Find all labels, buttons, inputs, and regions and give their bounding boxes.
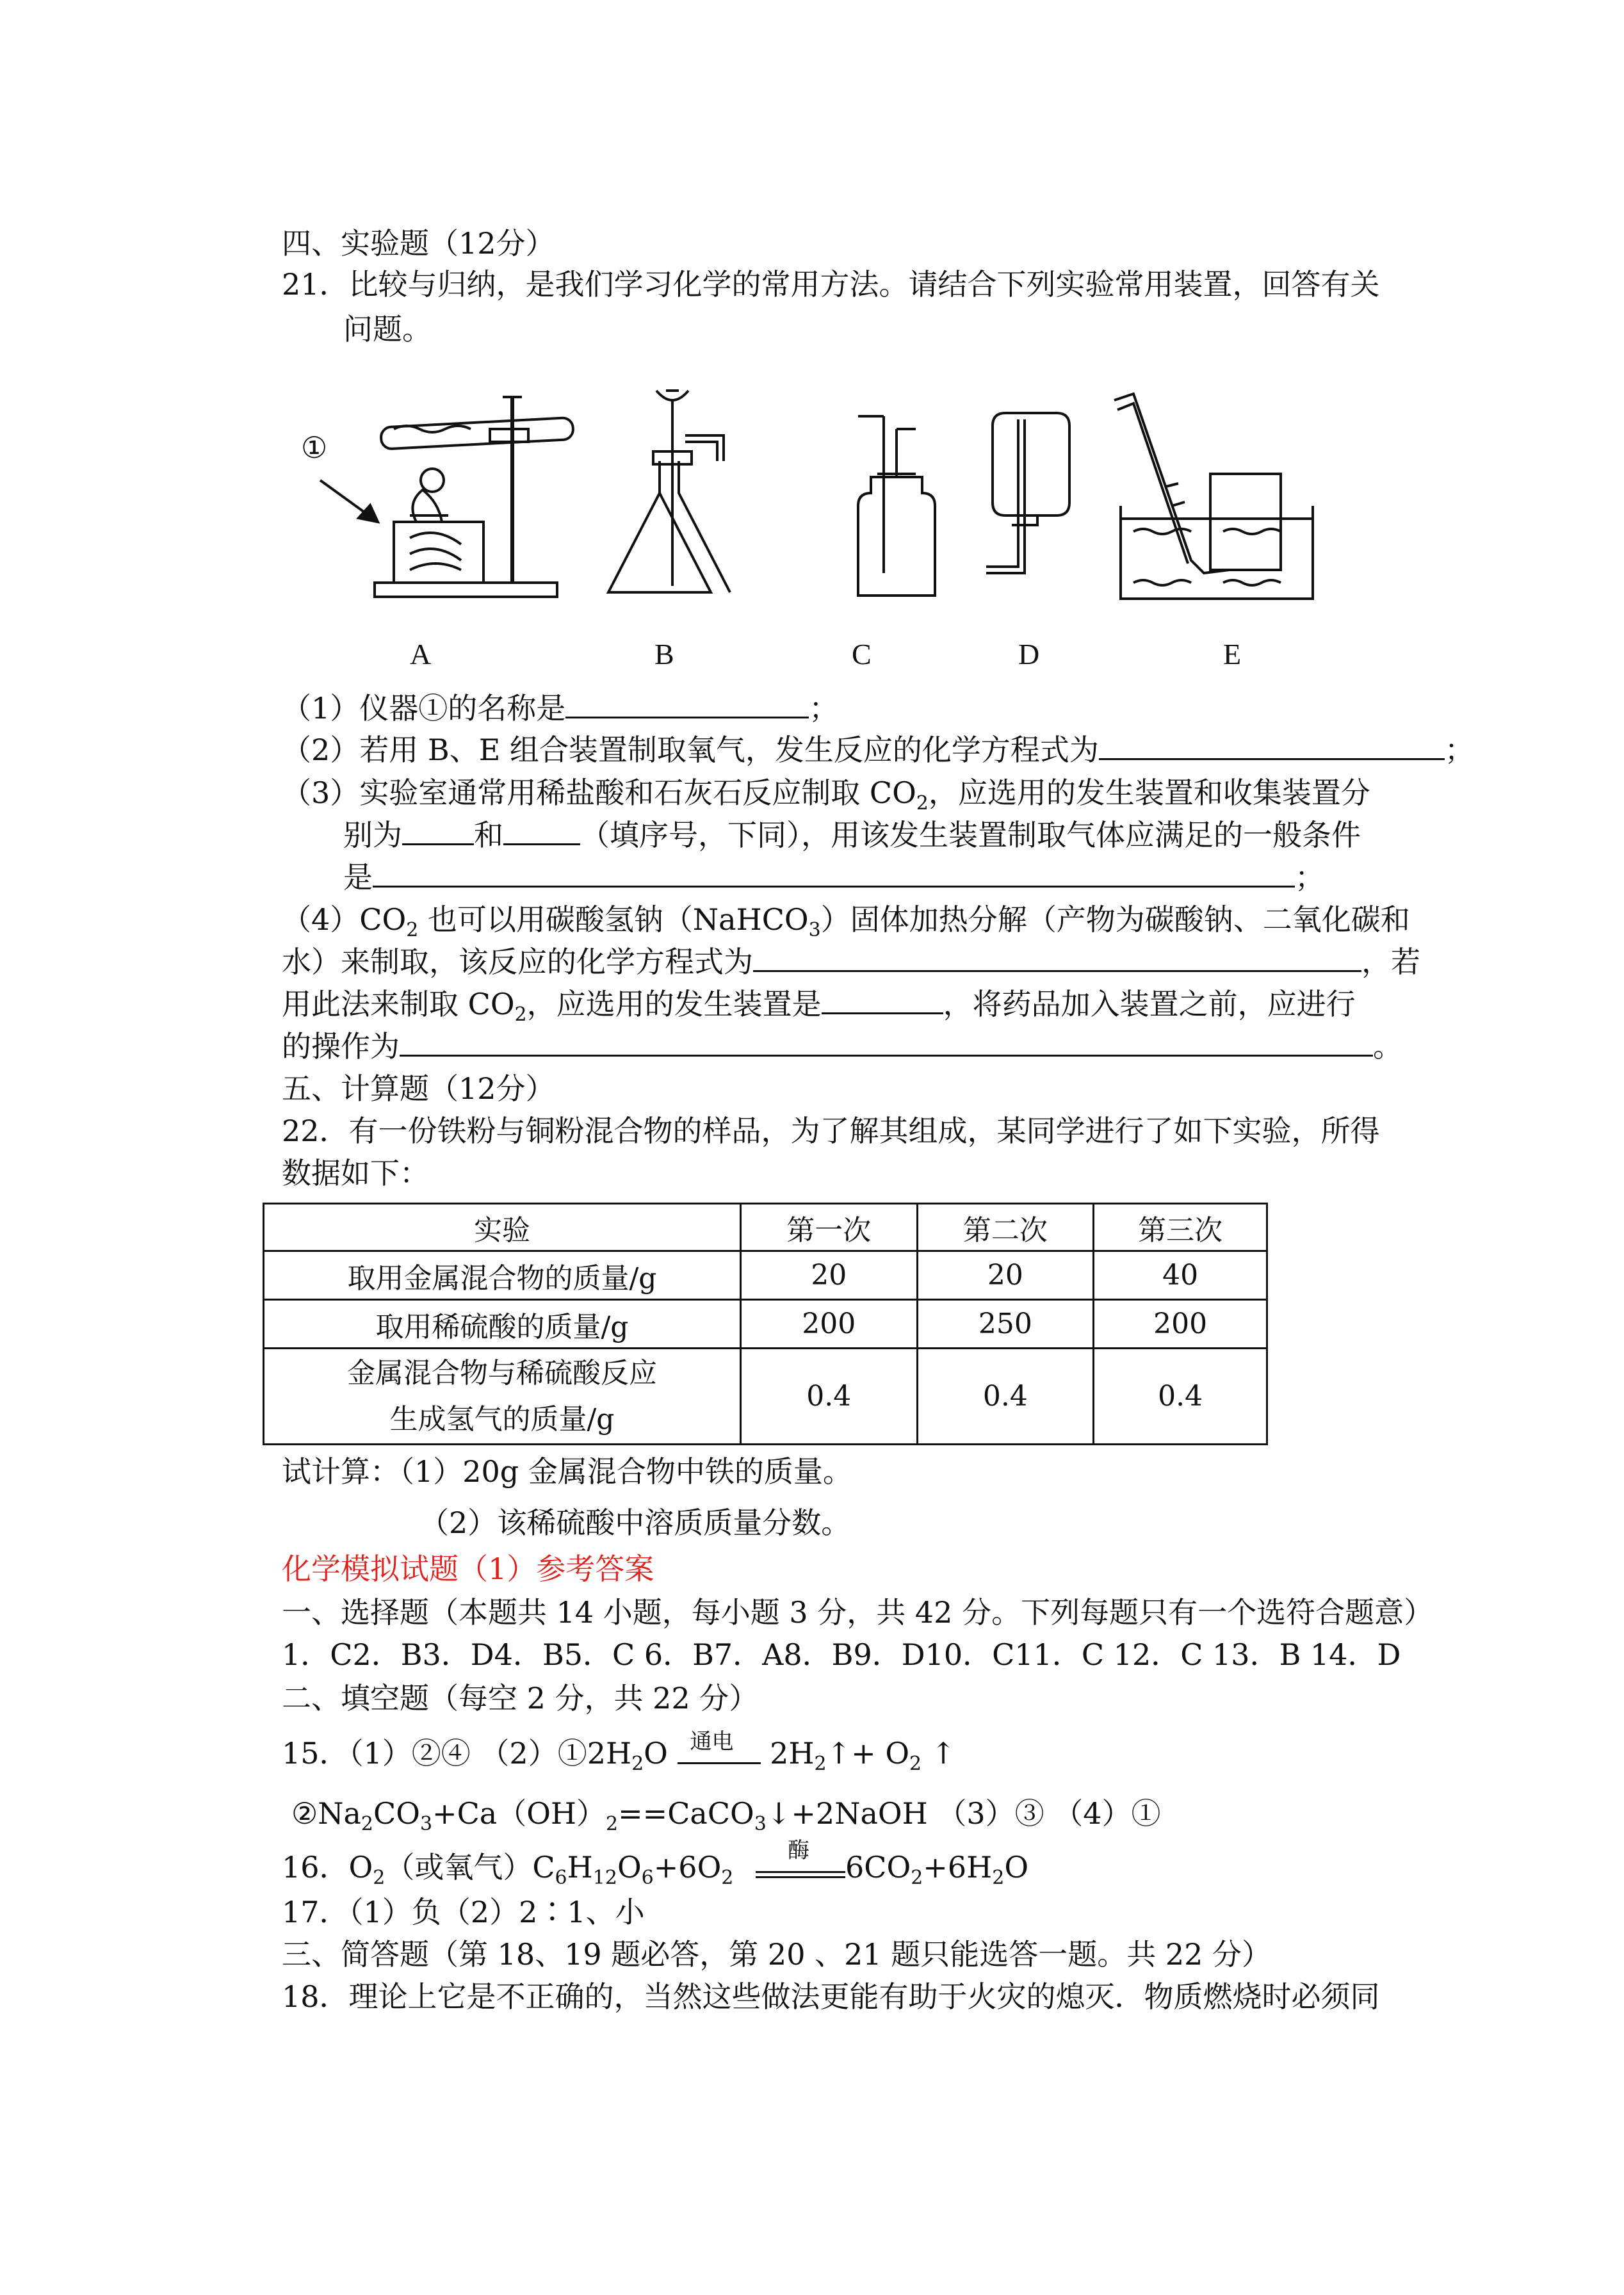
instrument-marker: ① [301, 430, 328, 465]
q21-part3-line3: 是 ； [343, 860, 1324, 895]
answer-blank[interactable] [373, 860, 1295, 888]
reaction-condition: 酶 [756, 1852, 845, 1888]
apparatus-figure [282, 378, 1370, 621]
table-cell: 取用稀硫酸的质量/g [264, 1300, 741, 1349]
answer-15-line2: $②Na_2CO_3+Ca(OH)_2==CaCO_3↓+2NaOH$ （3）③ （4）① [291, 1796, 1161, 1835]
q21-part3-line2: 别为 和 （填序号，下同），用该发生装置制取气体应满足的一般条件 [343, 818, 1361, 852]
label-a: A [410, 638, 432, 670]
answer-blank[interactable] [400, 1029, 1373, 1057]
table-row [264, 1300, 1267, 1349]
apparatus-a-icon [320, 397, 574, 597]
answer-16: 16．$O_2$（或氧气）$C_6H_{12}O_6+6O_2$ 酶 $6CO_2+6H_2O$ [282, 1838, 1029, 1889]
experiment-data-table [263, 1203, 1268, 1445]
table-cell: 0.4 [917, 1349, 1094, 1445]
answer-blank[interactable] [565, 691, 809, 718]
answer-17: 17．（1）负（2）2∶1、小 [282, 1895, 645, 1929]
table-header: 第一次 [740, 1204, 917, 1251]
answer-15-line1: 15．（1）②④ $(2)①2H_2O$ 通电 $2H_2↑+ O_2$ ↑ [282, 1729, 956, 1775]
label-d: D [1018, 638, 1040, 670]
table-cell: 200 [1094, 1300, 1267, 1349]
q21-stem-line2: 问题。 [343, 312, 432, 346]
calc-task-1: 试计算：（1）20g 金属混合物中铁的质量。 [282, 1454, 852, 1489]
q21-part2: （2）若用 B、E 组合装置制取氧气，发生反应的化学方程式为 ； [282, 733, 1474, 767]
table-header: 第三次 [1094, 1204, 1267, 1251]
table-cell: 20 [740, 1251, 917, 1300]
table-cell: 金属混合物与稀硫酸反应 生成氢气的质量/g [264, 1349, 741, 1445]
table-cell: 取用金属混合物的质量/g [264, 1251, 741, 1300]
label-e: E [1223, 638, 1242, 670]
answer-section-1: 一、选择题（本题共 14 小题，每小题 3 分，共 42 分。下列每题只有一个选符合题意） [282, 1595, 1434, 1630]
table-header: 实验 [264, 1204, 741, 1251]
apparatus-e-icon [1114, 394, 1313, 599]
q22-stem-line2: 数据如下： [282, 1156, 429, 1190]
answer-title: 化学模拟试题（1）参考答案 [282, 1552, 654, 1586]
table-cell: 20 [917, 1251, 1094, 1300]
answer-18: 18．理论上它是不正确的，当然这些做法更能有助于火灾的熄灭．物质燃烧时必须同 [282, 1979, 1380, 2014]
answer-blank[interactable] [402, 818, 474, 845]
answer-blank[interactable] [503, 818, 580, 845]
apparatus-b-icon [608, 391, 730, 592]
q21-part1: （1）仪器①的名称是 ； [282, 691, 839, 726]
label-c: C [852, 638, 872, 670]
q21-part4-line1: $(4)CO_2$ 也可以用碳酸氢钠（NaHCO$_3$）固体加热分解（产物为碳酸钠、二氧化碳和 [282, 902, 1410, 941]
table-row [264, 1251, 1267, 1300]
q22-stem-line1: 22．有一份铁粉与铜粉混合物的样品，为了解其组成，某同学进行了如下实验，所得 [282, 1114, 1380, 1148]
answer-blank[interactable] [1099, 733, 1445, 760]
table-header-row [264, 1204, 1267, 1251]
section-5-title: 五、计算题（12分） [282, 1071, 555, 1106]
table-cell: 200 [740, 1300, 917, 1349]
answer-blank[interactable] [822, 987, 943, 1014]
label-b: B [654, 638, 674, 670]
q21-part4-line3: 用此法来制取 $CO_2$，应选用的发生装置是 ，将药品加入装置之前，应进行 [282, 987, 1356, 1026]
apparatus-c-icon [858, 416, 935, 596]
table-header: 第二次 [917, 1204, 1094, 1251]
answer-section-3: 三、简答题（第 18、19 题必答，第 20 、21 题只能选答一题。共 22 分） [282, 1937, 1272, 1972]
answer-section-2: 二、填空题（每空 2 分，共 22 分） [282, 1681, 759, 1715]
q21-part4-line2: 水）来制取，该反应的化学方程式为 ，若 [282, 945, 1420, 979]
q21-stem-line1: 21．比较与归纳，是我们学习化学的常用方法。请结合下列实验常用装置，回答有关 [282, 267, 1380, 302]
table-cell: 0.4 [1094, 1349, 1267, 1445]
reaction-condition: 通电 [678, 1738, 761, 1774]
answer-choices: 1．C2．B3．D4．B5．C 6．B7．A8．B9．D10．C11．C 12．C 13．B 14．D [282, 1637, 1401, 1672]
table-cell: 0.4 [740, 1349, 917, 1445]
q21-part3-line1: （3）实验室通常用稀盐酸和石灰石反应制取 $CO_2$，应选用的发生装置和收集装置分 [282, 775, 1370, 815]
table-cell: 250 [917, 1300, 1094, 1349]
calc-task-2: （2）该稀硫酸中溶质质量分数。 [419, 1505, 851, 1540]
table-cell: 40 [1094, 1251, 1267, 1300]
section-4-title: 四、实验题（12分） [282, 226, 555, 261]
q21-part4-line4: 的操作为 。 [282, 1029, 1402, 1064]
apparatus-d-icon [986, 413, 1069, 573]
answer-blank[interactable] [753, 945, 1361, 972]
table-row [264, 1349, 1267, 1445]
